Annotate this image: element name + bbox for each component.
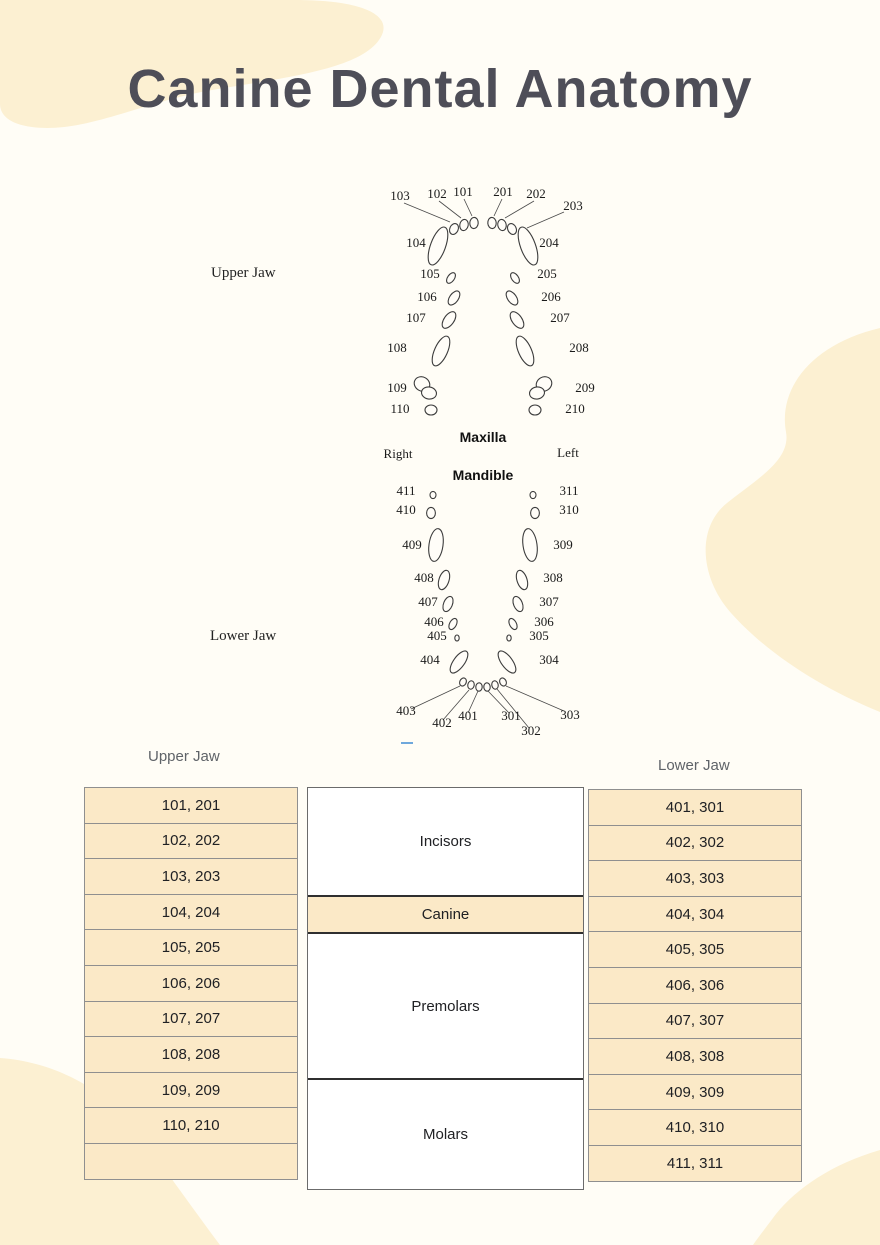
- tooth-number: 205: [537, 266, 557, 281]
- left-label: Left: [557, 445, 579, 460]
- table-cell: 409, 309: [588, 1074, 802, 1111]
- tooth-number: 304: [539, 652, 559, 667]
- table-cell: 408, 308: [588, 1038, 802, 1075]
- type-label: Incisors: [419, 833, 472, 850]
- dental-diagram: [150, 170, 620, 755]
- tooth-shape: [511, 595, 525, 613]
- leader-line: [439, 201, 461, 218]
- page-title: Canine Dental Anatomy: [127, 59, 753, 119]
- lower-jaw-column-header: Lower Jaw: [658, 757, 730, 774]
- tooth-shape: [504, 289, 520, 307]
- tooth-shape: [531, 507, 540, 518]
- tooth-shape: [439, 309, 458, 330]
- table-cell: 104, 204: [84, 894, 298, 931]
- diagram-lower-jaw-label: Lower Jaw: [210, 628, 277, 644]
- diagram-upper-jaw-label: Upper Jaw: [211, 265, 276, 281]
- tooth-number: 302: [521, 723, 541, 738]
- tooth-shape: [430, 491, 436, 498]
- type-cell-incisors: [308, 788, 583, 897]
- tooth-shape: [447, 648, 471, 676]
- tooth-shape: [425, 405, 437, 415]
- table-cell: 403, 303: [588, 860, 802, 897]
- table-cell: 101, 201: [84, 787, 298, 824]
- tooth-number: 411: [396, 483, 416, 498]
- table-cell: 105, 205: [84, 929, 298, 966]
- tooth-number: 405: [427, 628, 447, 643]
- table-cell: 401, 301: [588, 789, 802, 826]
- tooth-shape: [513, 334, 538, 369]
- leader-line: [505, 201, 534, 218]
- tooth-number: 401: [458, 708, 478, 723]
- tooth-number: 406: [424, 614, 444, 629]
- tooth-shape: [491, 680, 499, 690]
- tooth-shape: [506, 222, 518, 236]
- table-cell: 407, 307: [588, 1003, 802, 1040]
- tooth-shape: [507, 635, 511, 641]
- table-cell: 402, 302: [588, 825, 802, 862]
- tooth-shape: [445, 271, 457, 285]
- type-cell-canine: [308, 897, 583, 934]
- tooth-shape: [458, 677, 467, 687]
- tooth-number: 307: [539, 594, 559, 609]
- tooth-shape: [448, 222, 460, 236]
- blue-dash-mark: [401, 742, 413, 744]
- blob-right: [706, 328, 880, 712]
- tooth-shape: [467, 680, 475, 690]
- table-cell: 102, 202: [84, 823, 298, 860]
- maxilla-label: Maxilla: [459, 429, 507, 445]
- table-cell: 107, 207: [84, 1001, 298, 1038]
- tooth-number: 105: [420, 266, 440, 281]
- tooth-shape: [487, 217, 496, 229]
- right-label: Right: [383, 446, 413, 461]
- tooth-number: 208: [569, 340, 589, 355]
- tooth-shape: [427, 528, 445, 563]
- tooth-shape: [509, 271, 521, 285]
- tooth-shape: [424, 225, 452, 268]
- tooth-number: 403: [396, 703, 416, 718]
- type-cell-premolars: [308, 934, 583, 1080]
- tooth-number: 209: [575, 380, 595, 395]
- tooth-number: 408: [414, 570, 434, 585]
- type-label: Premolars: [411, 997, 480, 1015]
- table-cell: 110, 210: [84, 1107, 298, 1144]
- table-cell: 405, 305: [588, 931, 802, 968]
- tooth-number: 207: [550, 310, 570, 325]
- tooth-number: 110: [390, 401, 410, 416]
- leader-line: [464, 199, 472, 216]
- tooth-number: 201: [493, 184, 513, 199]
- tooth-shape: [530, 491, 536, 498]
- upper-jaw-column: [84, 787, 298, 1180]
- lower-jaw-column: [588, 789, 802, 1182]
- table-cell: 406, 306: [588, 967, 802, 1004]
- table-cell-empty: [84, 1143, 298, 1180]
- tooth-number: 203: [563, 198, 583, 213]
- type-cell-molars: [308, 1080, 583, 1189]
- tooth-number: 204: [539, 235, 559, 250]
- leader-line: [494, 199, 502, 216]
- type-label: Canine: [421, 906, 470, 923]
- tooth-shape: [429, 334, 454, 369]
- tooth-shape: [447, 617, 459, 631]
- table-cell: 106, 206: [84, 965, 298, 1002]
- tooth-number: 101: [453, 184, 473, 199]
- tooth-number: 107: [406, 310, 426, 325]
- type-label: Molars: [422, 1126, 468, 1143]
- tooth-number: 108: [387, 340, 407, 355]
- tooth-number: 109: [387, 380, 407, 395]
- tooth-number: 210: [565, 401, 585, 416]
- upper-jaw-column-header: Upper Jaw: [148, 748, 220, 765]
- tooth-shape: [507, 309, 526, 330]
- table-cell: 108, 208: [84, 1036, 298, 1073]
- tooth-number: 404: [420, 652, 440, 667]
- tooth-number: 309: [553, 537, 573, 552]
- tooth-shape: [459, 219, 470, 232]
- tooth-number: 407: [418, 594, 438, 609]
- tooth-shape: [498, 677, 507, 687]
- leader-line: [527, 212, 564, 228]
- tooth-number: 402: [432, 715, 452, 730]
- tooth-shape: [484, 683, 491, 692]
- tooth-number: 202: [526, 186, 546, 201]
- table-cell: 411, 311: [588, 1145, 802, 1182]
- tooth-number: 311: [559, 483, 579, 498]
- tooth-number: 106: [417, 289, 437, 304]
- tooth-shape: [455, 635, 459, 641]
- tooth-shape: [514, 569, 530, 591]
- tooth-number: 303: [560, 707, 580, 722]
- tooth-type-column: [307, 787, 584, 1190]
- tooth-shape: [469, 217, 478, 229]
- tooth-shape: [507, 617, 519, 631]
- tooth-shape: [495, 648, 519, 676]
- table-cell: 410, 310: [588, 1109, 802, 1146]
- leader-line: [404, 203, 450, 222]
- table-cell: 404, 304: [588, 896, 802, 933]
- tooth-shape: [529, 405, 541, 415]
- tooth-shape: [446, 289, 462, 307]
- table-cell: 103, 203: [84, 858, 298, 895]
- mandible-label: Mandible: [452, 467, 514, 483]
- tooth-shape: [497, 219, 508, 232]
- upper-arch-teeth: [412, 217, 555, 415]
- tooth-number: 305: [529, 628, 549, 643]
- tooth-number: 409: [402, 537, 422, 552]
- tooth-number: 206: [541, 289, 561, 304]
- tooth-number: 103: [390, 188, 410, 203]
- tooth-number: 410: [396, 502, 416, 517]
- table-cell: 109, 209: [84, 1072, 298, 1109]
- lower-tooth-numbers: [396, 483, 580, 738]
- tooth-number: 104: [406, 235, 426, 250]
- tooth-number: 308: [543, 570, 563, 585]
- tooth-shape: [441, 595, 455, 613]
- leader-line: [411, 686, 460, 709]
- tooth-shape: [476, 683, 483, 692]
- tooth-shape: [436, 569, 452, 591]
- upper-leader-lines: [404, 199, 564, 228]
- tooth-shape: [427, 507, 436, 518]
- tooth-number: 301: [501, 708, 521, 723]
- lower-arch-teeth: [427, 491, 540, 691]
- tooth-number: 306: [534, 614, 554, 629]
- tooth-number: 102: [427, 186, 447, 201]
- tooth-number: 310: [559, 502, 579, 517]
- tooth-shape: [521, 528, 539, 563]
- tooth-shape: [514, 225, 542, 268]
